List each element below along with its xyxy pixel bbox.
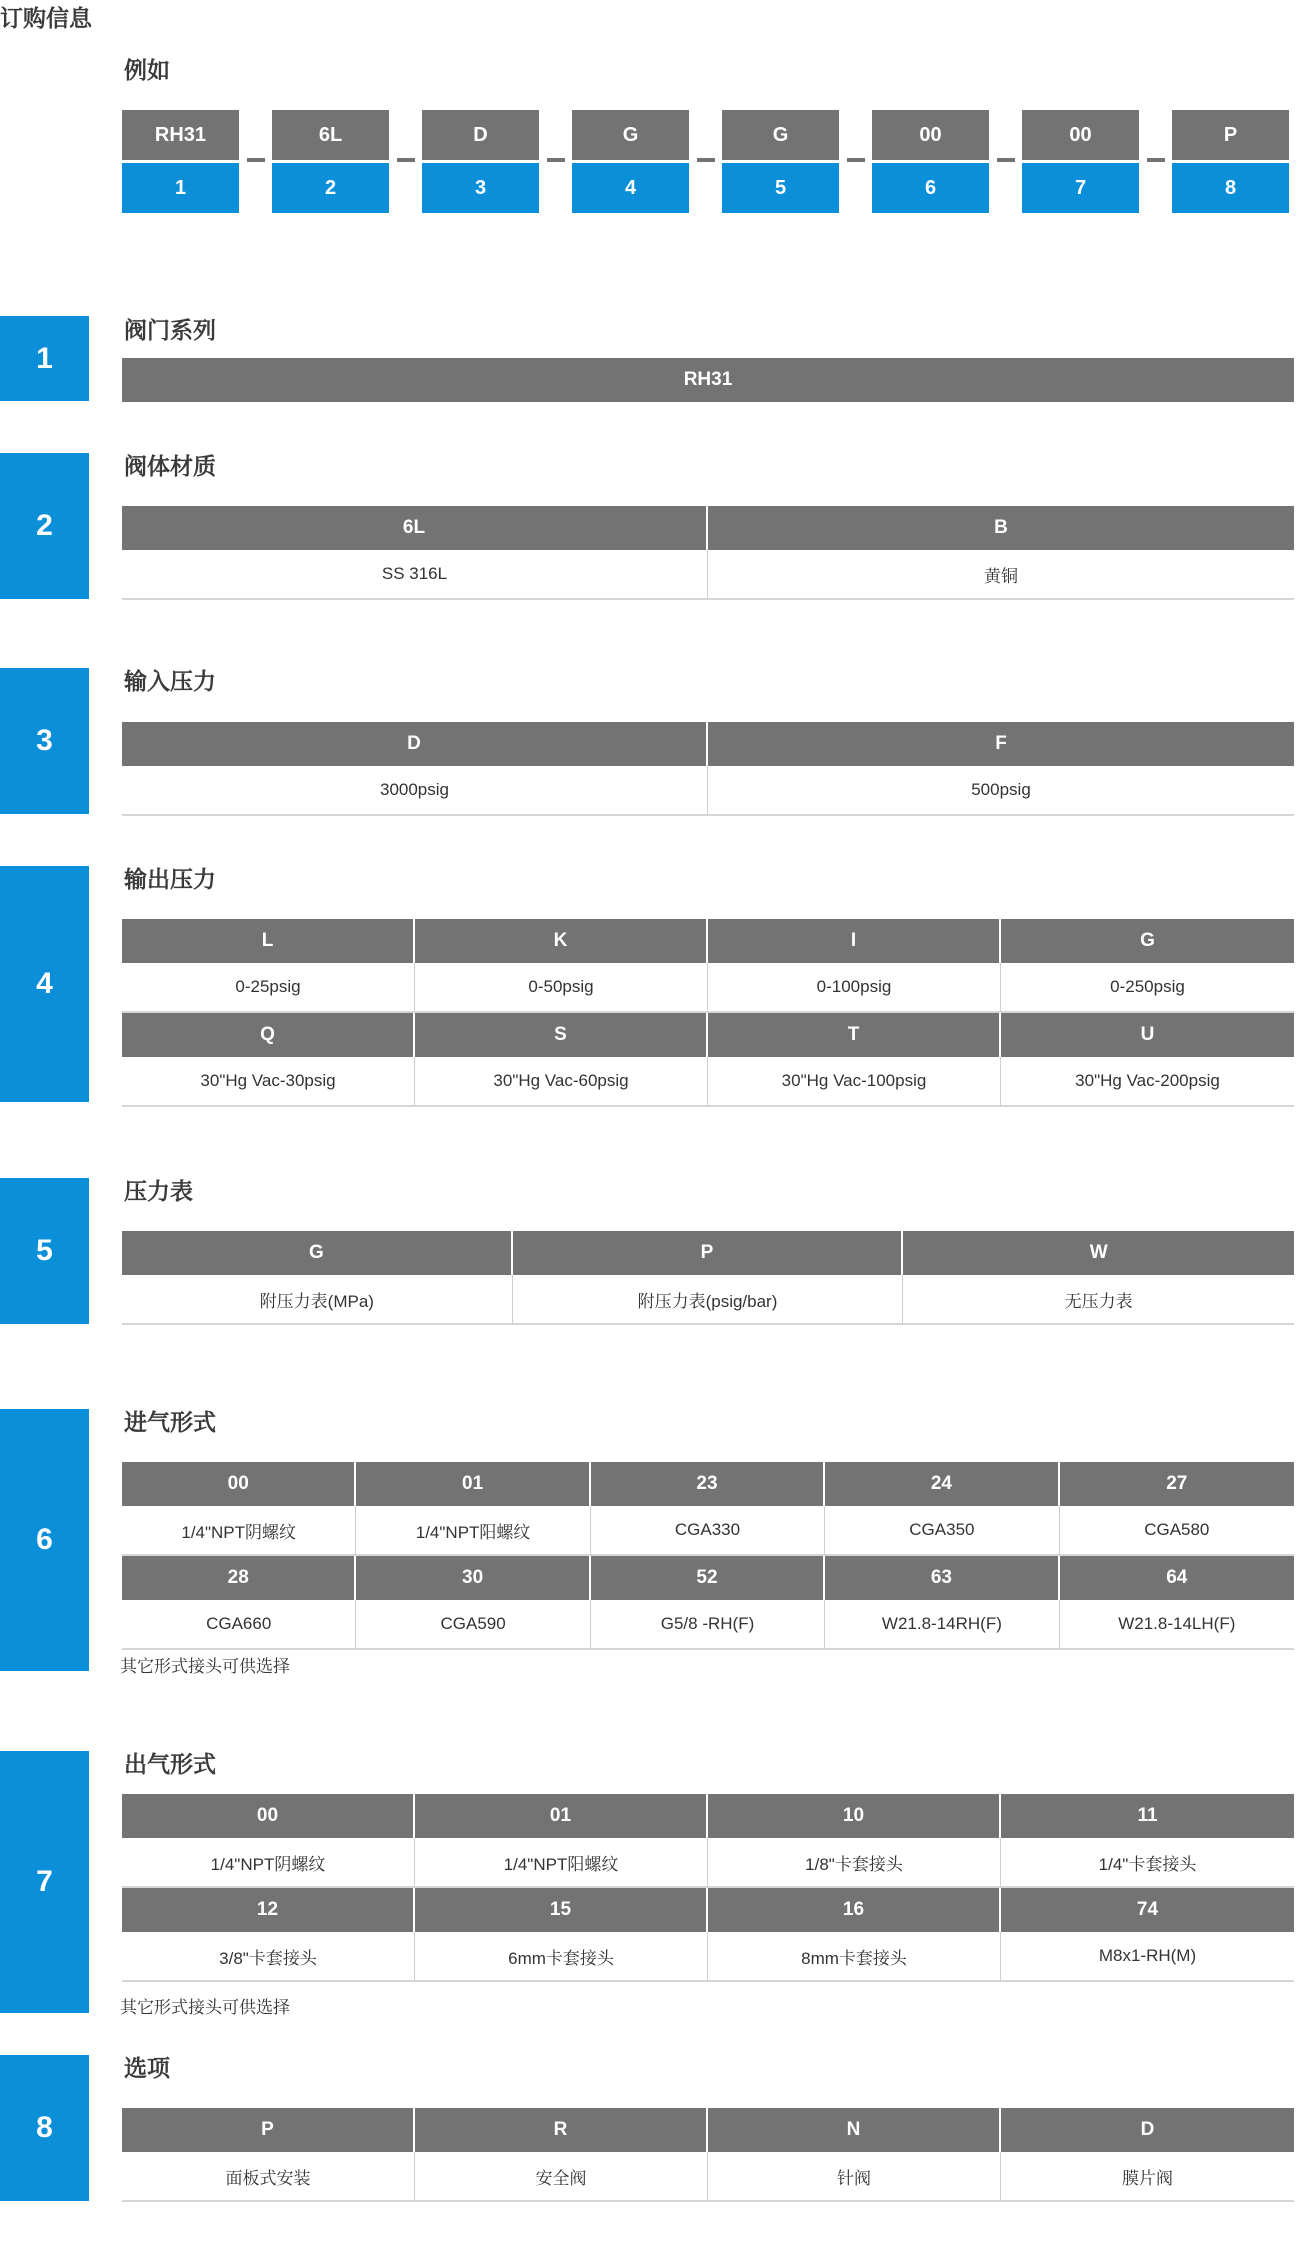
option-description: 附压力表(MPa) — [122, 1275, 513, 1325]
example-segment-7 — [1022, 110, 1139, 213]
other-fittings-note: 其它形式接头可供选择 — [120, 1998, 290, 2018]
option-description: 0-100psig — [708, 963, 1001, 1013]
example-title: 例如 — [124, 58, 170, 84]
example-separator — [247, 158, 265, 162]
section-number-4: 4 — [0, 866, 89, 1102]
option-code: F — [708, 722, 1294, 766]
option-code: P — [513, 1231, 904, 1275]
option-code: 11 — [1001, 1794, 1294, 1838]
section-number-7: 7 — [0, 1751, 89, 2013]
option-code: U — [1001, 1013, 1294, 1057]
option-description: SS 316L — [122, 550, 708, 600]
option-code: 27 — [1060, 1462, 1294, 1506]
example-position: 5 — [722, 163, 839, 213]
example-position: 6 — [872, 163, 989, 213]
option-description: 安全阀 — [415, 2152, 708, 2202]
option-description: W21.8-14RH(F) — [825, 1600, 1059, 1650]
option-code: 28 — [122, 1556, 356, 1600]
option-description: G5/8 -RH(F) — [591, 1600, 825, 1650]
option-code: P — [122, 2108, 415, 2152]
example-separator — [847, 158, 865, 162]
option-description: 针阀 — [708, 2152, 1001, 2202]
option-code: 24 — [825, 1462, 1059, 1506]
option-description: 0-25psig — [122, 963, 415, 1013]
option-description: 1/8"卡套接头 — [708, 1838, 1001, 1888]
option-code: 16 — [708, 1888, 1001, 1932]
example-position: 8 — [1172, 163, 1289, 213]
option-description: 1/4"卡套接头 — [1001, 1838, 1294, 1888]
section-title-6: 进气形式 — [124, 1410, 216, 1436]
option-code: D — [1001, 2108, 1294, 2152]
option-code: 10 — [708, 1794, 1001, 1838]
option-code: 15 — [415, 1888, 708, 1932]
option-table-7 — [122, 1794, 1294, 1982]
example-code: 00 — [1022, 110, 1139, 160]
option-table-6 — [122, 1462, 1294, 1650]
option-description: M8x1-RH(M) — [1001, 1932, 1294, 1982]
example-code: G — [722, 110, 839, 160]
option-code: 00 — [122, 1794, 415, 1838]
option-code: I — [708, 919, 1001, 963]
section-number-6: 6 — [0, 1409, 89, 1671]
example-segment-3 — [422, 110, 539, 213]
example-position: 4 — [572, 163, 689, 213]
option-table-4 — [122, 919, 1294, 1107]
option-table-3 — [122, 722, 1294, 816]
option-code: 01 — [415, 1794, 708, 1838]
option-code: 00 — [122, 1462, 356, 1506]
example-code: G — [572, 110, 689, 160]
section-number-2: 2 — [0, 453, 89, 599]
option-code: Q — [122, 1013, 415, 1057]
option-code: 23 — [591, 1462, 825, 1506]
example-segment-2 — [272, 110, 389, 213]
example-position: 3 — [422, 163, 539, 213]
option-table-5 — [122, 1231, 1294, 1325]
section-title-7: 出气形式 — [124, 1752, 216, 1778]
example-separator — [547, 158, 565, 162]
option-description: CGA350 — [825, 1506, 1059, 1556]
option-code: 6L — [122, 506, 708, 550]
example-separator — [1147, 158, 1165, 162]
option-code: 30 — [356, 1556, 590, 1600]
option-description: 8mm卡套接头 — [708, 1932, 1001, 1982]
section-number-1: 1 — [0, 316, 89, 401]
page-title: 订购信息 — [0, 6, 92, 32]
option-code: D — [122, 722, 708, 766]
valve-series-bar: RH31 — [122, 358, 1294, 402]
example-segment-6 — [872, 110, 989, 213]
example-segment-5 — [722, 110, 839, 213]
option-description: CGA660 — [122, 1600, 356, 1650]
option-description: 1/4"NPT阴螺纹 — [122, 1838, 415, 1888]
option-code: 52 — [591, 1556, 825, 1600]
option-code: T — [708, 1013, 1001, 1057]
example-code: 00 — [872, 110, 989, 160]
option-description: 3000psig — [122, 766, 708, 816]
section-title-5: 压力表 — [124, 1179, 193, 1205]
option-description: CGA590 — [356, 1600, 590, 1650]
option-code: W — [903, 1231, 1294, 1275]
section-number-3: 3 — [0, 668, 89, 814]
option-description: 6mm卡套接头 — [415, 1932, 708, 1982]
section-title-2: 阀体材质 — [124, 454, 216, 480]
option-description: 0-50psig — [415, 963, 708, 1013]
section-title-3: 输入压力 — [124, 669, 216, 695]
example-code: D — [422, 110, 539, 160]
example-code: 6L — [272, 110, 389, 160]
option-description: 30"Hg Vac-60psig — [415, 1057, 708, 1107]
example-position: 1 — [122, 163, 239, 213]
option-description: 30"Hg Vac-200psig — [1001, 1057, 1294, 1107]
option-description: 30"Hg Vac-30psig — [122, 1057, 415, 1107]
option-description: 黄铜 — [708, 550, 1294, 600]
option-code: 64 — [1060, 1556, 1294, 1600]
example-code: RH31 — [122, 110, 239, 160]
section-number-8: 8 — [0, 2055, 89, 2201]
option-code: 01 — [356, 1462, 590, 1506]
section-title-valve-series: 阀门系列 — [124, 318, 216, 344]
other-fittings-note: 其它形式接头可供选择 — [120, 1657, 290, 1677]
option-description: 膜片阀 — [1001, 2152, 1294, 2202]
option-table-2 — [122, 506, 1294, 600]
option-description: CGA580 — [1060, 1506, 1294, 1556]
option-description: 1/4"NPT阳螺纹 — [415, 1838, 708, 1888]
option-description: CGA330 — [591, 1506, 825, 1556]
example-separator — [397, 158, 415, 162]
example-separator — [997, 158, 1015, 162]
example-separator — [697, 158, 715, 162]
example-position: 7 — [1022, 163, 1139, 213]
option-description: 30"Hg Vac-100psig — [708, 1057, 1001, 1107]
option-code: R — [415, 2108, 708, 2152]
option-code: 12 — [122, 1888, 415, 1932]
example-segment-4 — [572, 110, 689, 213]
option-description: 500psig — [708, 766, 1294, 816]
option-description: 无压力表 — [903, 1275, 1294, 1325]
option-description: 0-250psig — [1001, 963, 1294, 1013]
option-description: 附压力表(psig/bar) — [513, 1275, 904, 1325]
option-description: W21.8-14LH(F) — [1060, 1600, 1294, 1650]
option-code: B — [708, 506, 1294, 550]
option-description: 面板式安装 — [122, 2152, 415, 2202]
section-title-8: 选项 — [124, 2056, 170, 2082]
option-code: L — [122, 919, 415, 963]
example-segment-1 — [122, 110, 239, 213]
option-code: N — [708, 2108, 1001, 2152]
option-code: K — [415, 919, 708, 963]
option-description: 3/8"卡套接头 — [122, 1932, 415, 1982]
example-code: P — [1172, 110, 1289, 160]
section-number-5: 5 — [0, 1178, 89, 1324]
option-description: 1/4"NPT阴螺纹 — [122, 1506, 356, 1556]
option-table-8 — [122, 2108, 1294, 2202]
example-segment-8 — [1172, 110, 1289, 213]
option-code: G — [1001, 919, 1294, 963]
option-description: 1/4"NPT阳螺纹 — [356, 1506, 590, 1556]
option-code: 74 — [1001, 1888, 1294, 1932]
section-title-4: 输出压力 — [124, 867, 216, 893]
example-position: 2 — [272, 163, 389, 213]
option-code: 63 — [825, 1556, 1059, 1600]
option-code: S — [415, 1013, 708, 1057]
option-code: G — [122, 1231, 513, 1275]
